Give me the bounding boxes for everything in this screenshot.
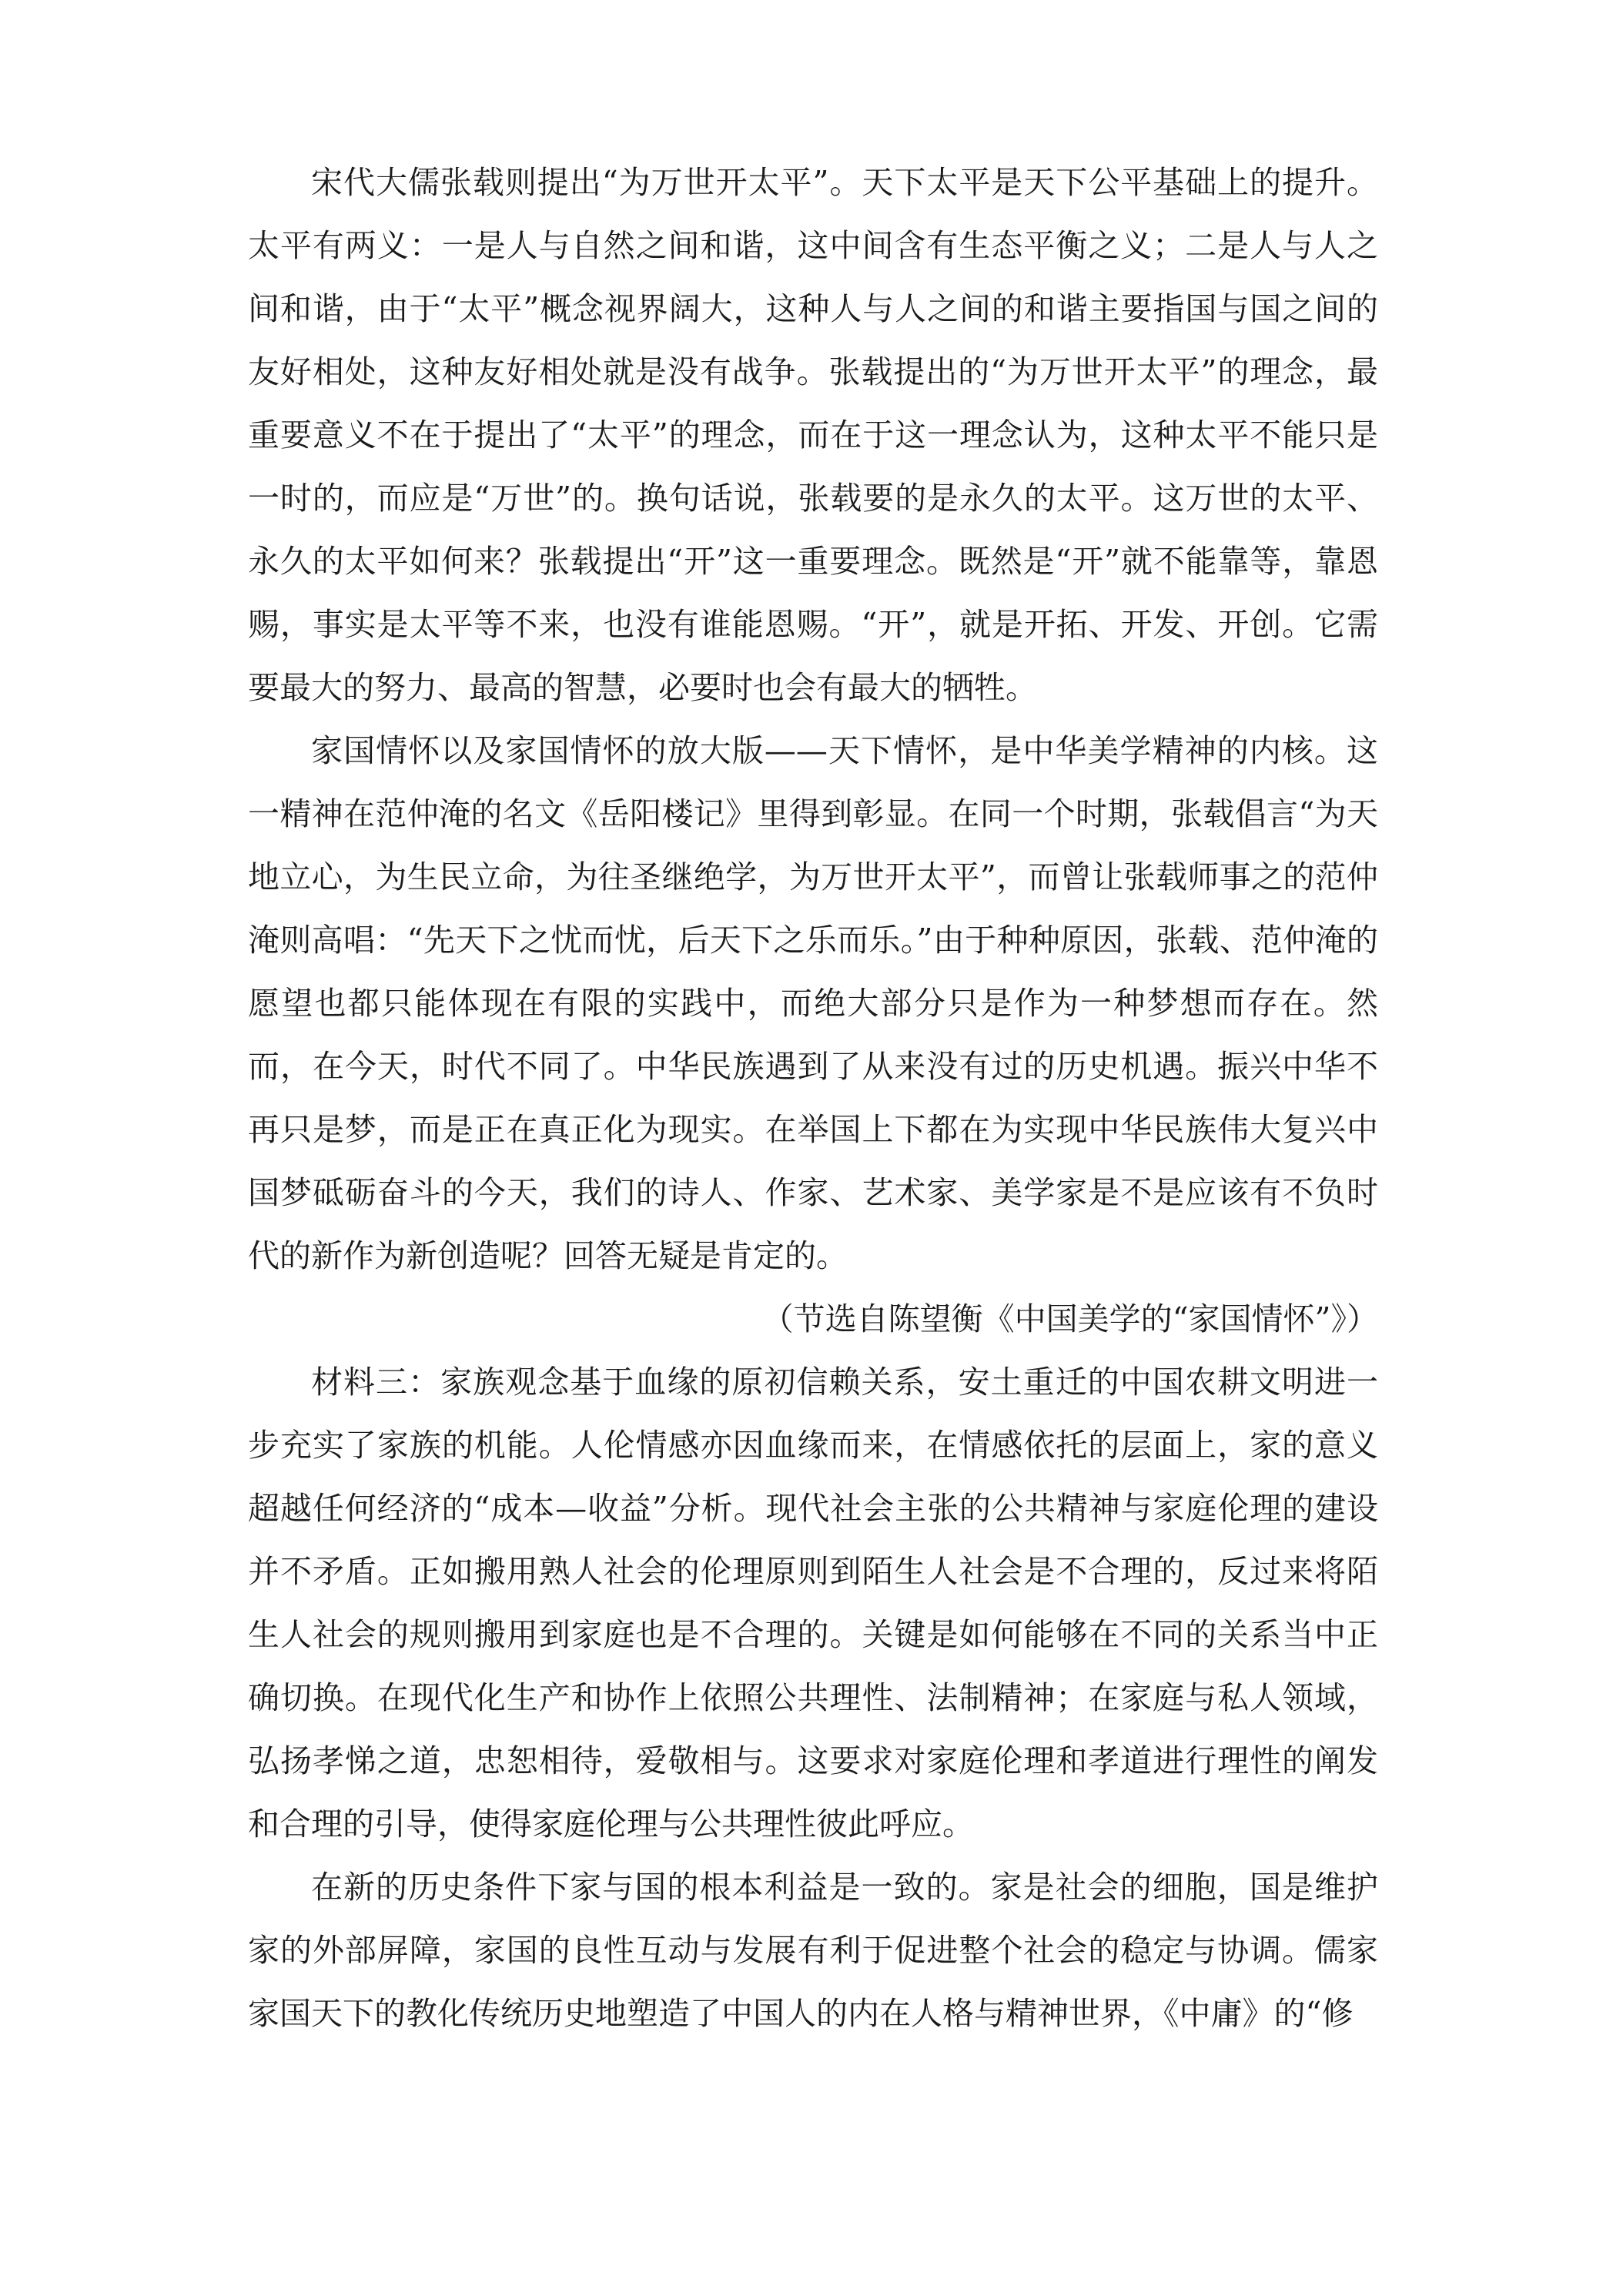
source-citation: （节选自陈望衡《中国美学的“家国情怀”》） bbox=[761, 1300, 1378, 1337]
paragraph-cailiao-san: 材料三：家族观念基于血缘的原初信赖关系，安土重迁的中国农耕文明进一步充实了家族的机能。人伦情感亦因血缘而来，在情感依托的层面上，家的意义超越任何经济的“成本—收益”分析。现代社会主张的公共精神与家庭伦理的建设并不矛盾。正如搬用熟人社会的伦理原则到陌生人社会是不合理的，反过来将陌生人社会的规则搬用到家庭也是不合理的。关键是如何能够在不同的关系当中正确切换。在现代化生产和协作上依照公共理性、法制精神；在家庭与私人领域，弘扬孝悌之道，忠恕相待，爱敬相与。这要求对家庭伦理和孝道进行理性的阐发和合理的引导，使得家庭伦理与公共理性彼此呼应。 bbox=[248, 1364, 1378, 1842]
paragraph-jiaguo-qinghuai: 家国情怀以及家国情怀的放大版——天下情怀，是中华美学精神的内核。这一精神在范仲淹的名文《岳阳楼记》里得到彰显。在同一个时期，张载倡言“为天地立心，为生民立命，为往圣继绝学，为万世开太平”，而曾让张载师事之的范仲淹则高唱：“先天下之忧而忧，后天下之乐而乐。”由于种种原因，张载、范仲淹的愿望也都只能体现在有限的实践中，而绝大部分只是作为一种梦想而存在。然而，在今天，时代不同了。中华民族遇到了从来没有过的历史机遇。振兴中华不再只是梦，而是正在真正化为现实。在举国上下都在为实现中华民族伟大复兴中国梦砥砺奋斗的今天，我们的诗人、作家、艺术家、美学家是不是应该有不负时代的新作为新创造呢？回答无疑是肯定的。 bbox=[248, 732, 1378, 1274]
article-body bbox=[248, 151, 1378, 2045]
paragraph-zhangzai-taiping: 宋代大儒张载则提出“为万世开太平”。天下太平是天下公平基础上的提升。太平有两义：一是人与自然之间和谐，这中间含有生态平衡之义；二是人与人之间和谐，由于“太平”概念视界阔大，这种人与人之间的和谐主要指国与国之间的友好相处，这种友好相处就是没有战争。张载提出的“为万世开太平”的理念，最重要意义不在于提出了“太平”的理念，而在于这一理念认为，这种太平不能只是一时的，而应是“万世”的。换句话说，张载要的是永久的太平。这万世的太平、永久的太平如何来？张载提出“开”这一重要理念。既然是“开”就不能靠等，靠恩赐，事实是太平等不来，也没有谁能恩赐。“开”，就是开拓、开发、开创。它需要最大的努力、最高的智慧，必要时也会有最大的牺牲。 bbox=[248, 164, 1378, 706]
paragraph-jia-guo-liyi: 在新的历史条件下家与国的根本利益是一致的。家是社会的细胞，国是维护家的外部屏障，家国的良性互动与发展有利于促进整个社会的稳定与协调。儒家家国天下的教化传统历史地塑造了中国人的内在人格与精神世界，《中庸》的“修 bbox=[248, 1869, 1378, 2032]
